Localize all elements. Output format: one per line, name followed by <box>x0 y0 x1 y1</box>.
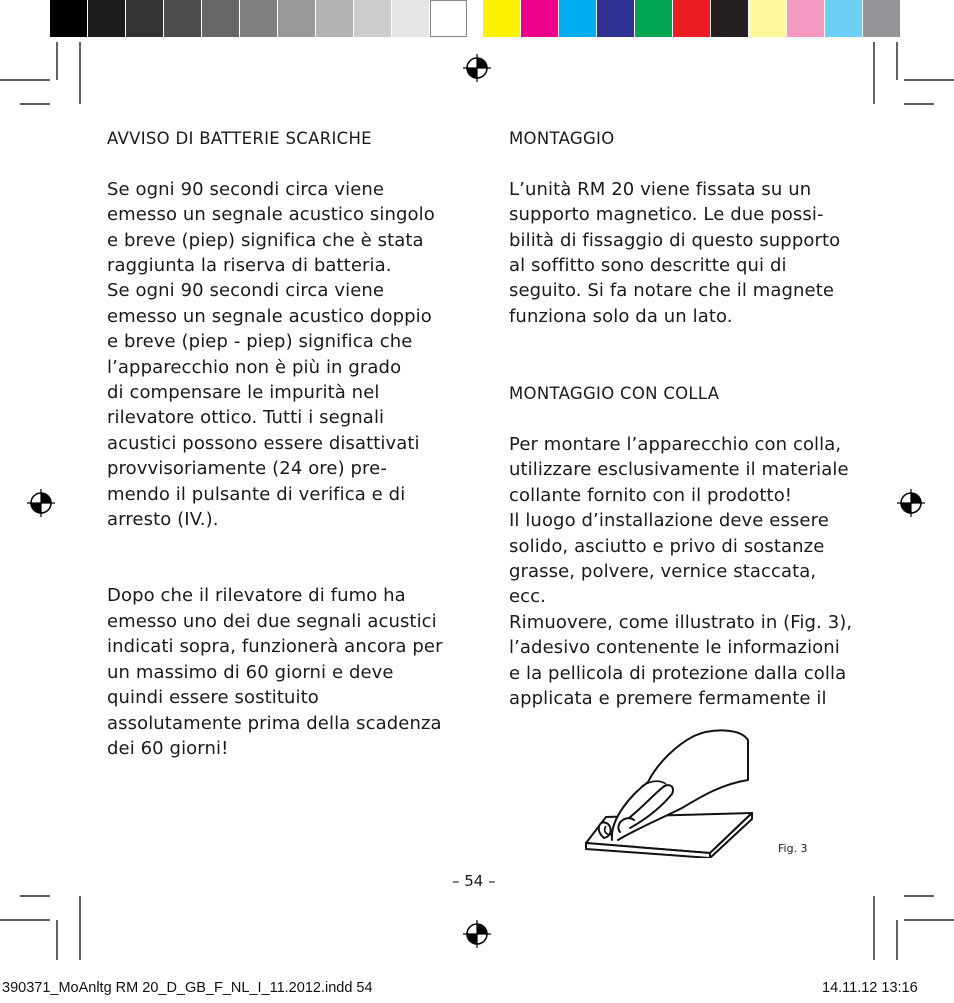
glue-mounting-heading: MONTAGGIO CON COLLA <box>509 384 720 404</box>
page-number: – 54 – <box>452 872 496 890</box>
hand-pressing-adhesive-pad-illustration <box>582 722 754 858</box>
registration-mark-icon <box>463 920 491 948</box>
left-column <box>107 126 452 761</box>
right-column <box>509 126 854 712</box>
replacement-paragraph: Dopo che il rilevatore di fumo ha emesso uno dei due segnali acustici indicati sopra, funzionerà ancora per un massimo di 60 giorni e deve quindi essere sostituito assolutamente prima della scadenza dei 60 giorni! <box>107 585 443 759</box>
low-battery-heading: AVVISO DI BATTERIE SCARICHE <box>107 129 372 148</box>
registration-mark-icon <box>463 54 491 82</box>
registration-mark-icon <box>27 489 55 517</box>
footer-timestamp: 14.11.12 13:16 <box>822 980 918 996</box>
registration-mark-icon <box>897 489 925 517</box>
mounting-heading: MONTAGGIO <box>509 129 615 148</box>
footer-filename: 390371_MoAnltg RM 20_D_GB_F_NL_I_11.2012.indd 54 <box>2 980 373 996</box>
glue-mounting-paragraph: Per montare l’apparecchio con colla, utilizzare esclusivamente il materiale collante fornito con il prodotto! Il luogo d’installazione deve essere solido, asciutto e privo di sostanze grasse, polvere, vernice staccata, ecc. Rimuovere, come illustrato in (Fig. 3), l’adesivo contenente le informazioni e la pellicola di protezione dalla colla applicata e premere fermamente il <box>509 434 853 710</box>
low-battery-paragraph: Se ogni 90 secondi circa viene emesso un segnale acustico singolo e breve (piep) significa che è stata raggiunta la riserva di batteria. Se ogni 90 secondi circa viene emesso un segnale acustico doppio e breve (piep - piep) significa che l’apparecchio non è più in grado di compensare le impurità nel rilevatore ottico. Tutti i segnali acustici possono essere disattivati provvisoriamente (24 ore) pre- mendo il pulsante di verifica e di arresto (IV.). <box>107 178 435 531</box>
mounting-paragraph: L’unità RM 20 viene fissata su un supporto magnetico. Le due possi- bilità di fissaggio di questo supporto al soffitto sono descritte qui di seguito. Si fa notare che il magnete funziona solo da un lato. <box>509 178 841 327</box>
figure-caption: Fig. 3 <box>778 842 808 855</box>
